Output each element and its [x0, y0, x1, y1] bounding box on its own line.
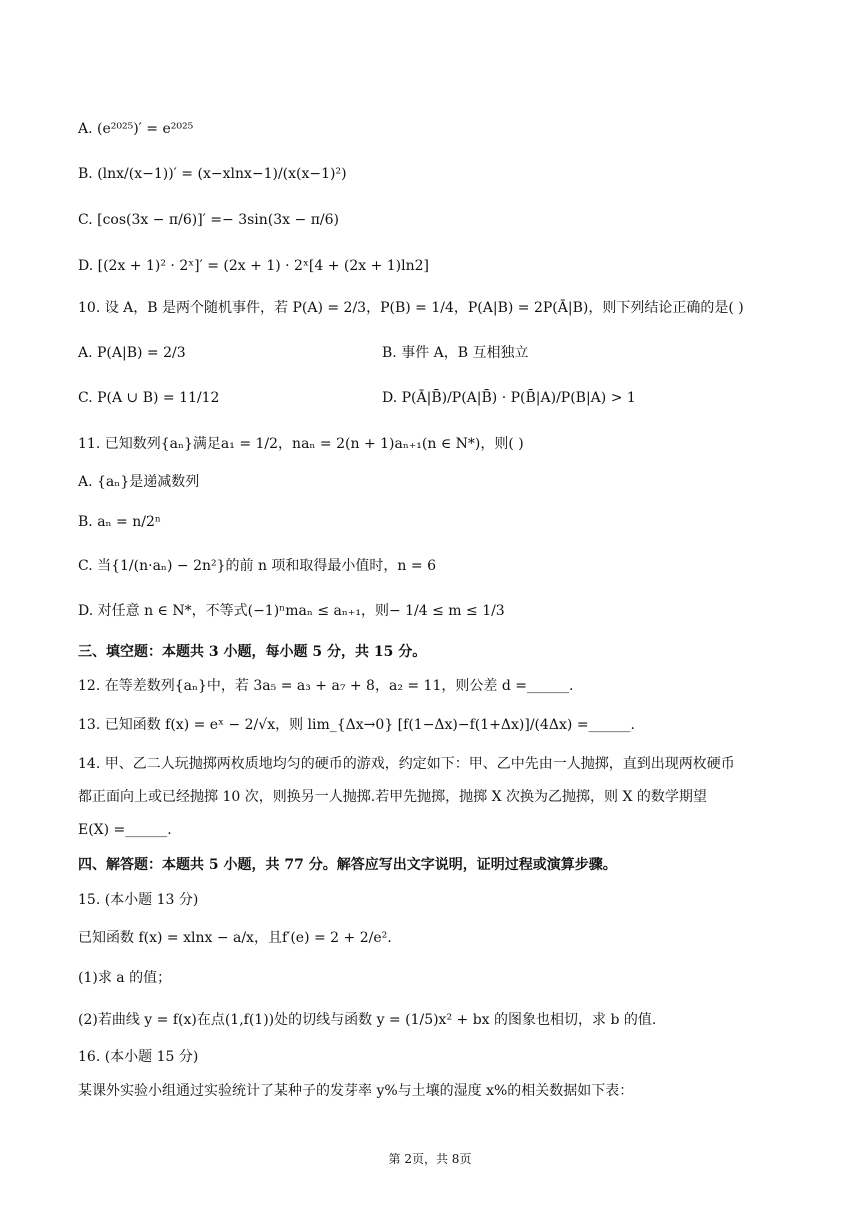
q14-line-1: 14. 甲、乙二人玩抛掷两枚质地均匀的硬币的游戏，约定如下：甲、乙中先由一人抛掷，直到出现两枚硬币: [78, 756, 735, 772]
q11-stem: 11. 已知数列{aₙ}满足a₁ = 1/2，naₙ = 2(n + 1)aₙ₊₁(n ∈ N*)，则( ): [78, 436, 524, 452]
q15-part-2: (2)若曲线 y = f(x)在点(1,f(1))处的切线与函数 y = (1/5)x² + bx 的图象也相切，求 b 的值.: [78, 1012, 657, 1028]
q10-option-d: D. P(Ā|B̄)/P(A|B̄) · P(B̄|A)/P(B|A) > 1: [382, 390, 636, 406]
q9-option-c: C. [cos(3x − π/6)]′ =− 3sin(3x − π/6): [78, 212, 339, 228]
q14-line-3: E(X) =______.: [78, 822, 172, 838]
q9-option-b: B. (lnx/(x−1))′ = (x−xlnx−1)/(x(x−1)²): [78, 166, 347, 182]
q9-option-d: D. [(2x + 1)² · 2ˣ]′ = (2x + 1) · 2ˣ[4 + (2x + 1)ln2]: [78, 258, 430, 274]
q11-option-d: D. 对任意 n ∈ N*，不等式(−1)ⁿmaₙ ≤ aₙ₊₁，则− 1/4 ≤ m ≤ 1/3: [78, 603, 505, 619]
q15-header: 15. (本小题 13 分): [78, 892, 199, 908]
q15-part-1: (1)求 a 的值；: [78, 970, 172, 986]
section-heading-fill-blank: 三、填空题：本题共 3 小题，每小题 5 分，共 15 分。: [78, 644, 427, 660]
q9-option-a: A. (e²⁰²⁵)′ = e²⁰²⁵: [78, 121, 194, 137]
q16-header: 16. (本小题 15 分): [78, 1049, 199, 1065]
q12: 12. 在等差数列{aₙ}中，若 3a₅ = a₃ + a₇ + 8，a₂ = 11，则公差 d =______.: [78, 678, 574, 694]
q10-stem: 10. 设 A，B 是两个随机事件，若 P(A) = 2/3，P(B) = 1/4，P(A|B) = 2P(Ā|B)，则下列结论正确的是( ): [78, 300, 744, 316]
q10-option-a: A. P(A|B) = 2/3: [78, 345, 186, 361]
page-footer: 第 2页，共 8页: [388, 1152, 472, 1166]
q10-option-b: B. 事件 A，B 互相独立: [382, 345, 529, 361]
q11-option-a: A. {aₙ}是递减数列: [78, 474, 200, 490]
section-heading-answer: 四、解答题：本题共 5 小题，共 77 分。解答应写出文字说明，证明过程或演算步骤。: [78, 857, 617, 873]
q11-option-c: C. 当{1/(n·aₙ) − 2n²}的前 n 项和取得最小值时，n = 6: [78, 558, 436, 574]
q13: 13. 已知函数 f(x) = eˣ − 2/√x，则 lim_{Δx→0} [f(1−Δx)−f(1+Δx)]/(4Δx) =______.: [78, 717, 636, 733]
q16-stem: 某课外实验小组通过实验统计了某种子的发芽率 y%与土壤的湿度 x%的相关数据如下表：: [78, 1083, 634, 1099]
q15-stem: 已知函数 f(x) = xlnx − a/x，且f′(e) = 2 + 2/e².: [78, 930, 392, 946]
q11-option-b: B. aₙ = n/2ⁿ: [78, 514, 161, 530]
q10-option-c: C. P(A ∪ B) = 11/12: [78, 390, 220, 406]
q14-line-2: 都正面向上或已经抛掷 10 次，则换另一人抛掷.若甲先抛掷，抛掷 X 次换为乙抛掷，则 X 的数学期望: [78, 789, 707, 805]
